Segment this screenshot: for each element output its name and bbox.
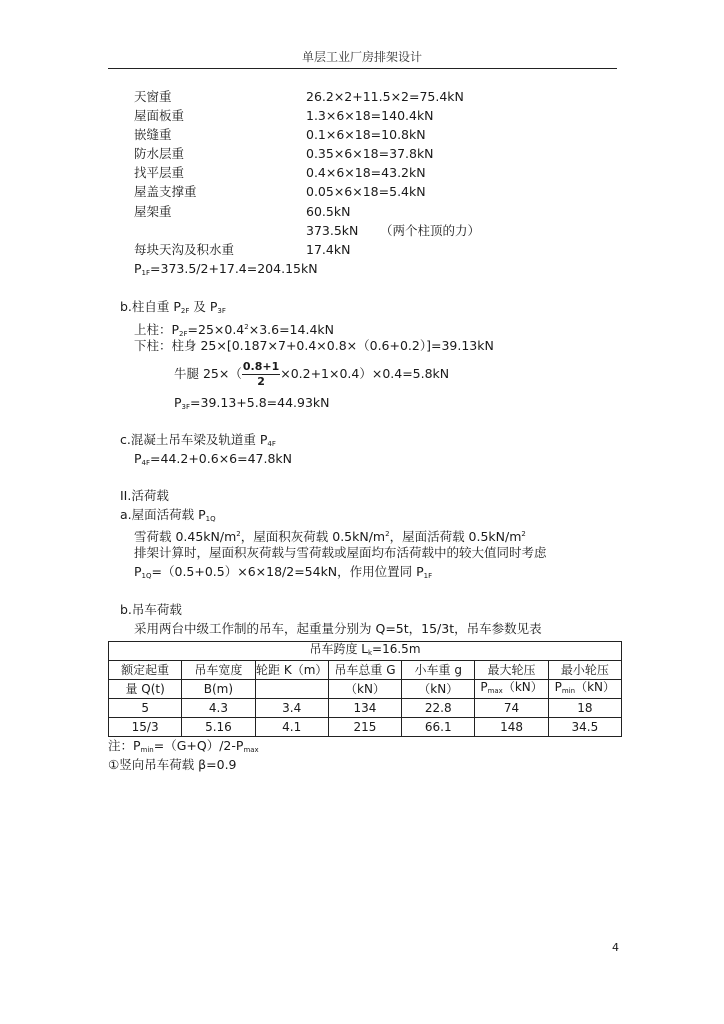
corbel-formula: 牛腿 25×（ $\frac{0.8+1}{2}$ ×0.2+1×0.4）×0.4=5.8kN bbox=[174, 359, 450, 388]
table-cell: 18 bbox=[548, 699, 621, 718]
crane-load-heading: b.吊车荷载 bbox=[120, 602, 182, 617]
load-label-bracing: 屋盖支撑重 bbox=[134, 184, 197, 199]
corbel-fraction: $\frac{0.8+1}{2}$ bbox=[242, 359, 280, 388]
load-value-leveling: 0.4×6×18=43.2kN bbox=[306, 165, 426, 180]
load-label-leveling: 找平层重 bbox=[134, 165, 185, 180]
header-cell: 吊车宽度 bbox=[182, 661, 255, 680]
header-cell bbox=[255, 680, 328, 699]
load-label-waterproof: 防水层重 bbox=[134, 146, 185, 161]
header-cell: 吊车总重 G bbox=[328, 661, 401, 680]
gutter-value: 17.4kN bbox=[306, 242, 351, 257]
table-row bbox=[109, 718, 622, 737]
crane-beam-heading: c.混凝土吊车梁及轨道重 $P_{4F}$ bbox=[120, 432, 276, 448]
table-cell: 4.1 bbox=[255, 718, 328, 737]
p1q-formula: $P_{1Q}=(0.5+0.5)\times 6\times 18/2=54kN$，作用位置同 $P_{1F}$ bbox=[134, 564, 433, 580]
table-cell: 5 bbox=[109, 699, 182, 718]
load-value-truss: 60.5kN bbox=[306, 204, 351, 219]
table-caption-row bbox=[109, 642, 622, 661]
header-cell: 最小轮压 bbox=[548, 661, 621, 680]
table-footnote: 注：$P_{min}=(G+Q)/2-P_{max}$ bbox=[108, 738, 259, 754]
header-cell-pmin: $P_{min}(kN)$ bbox=[548, 680, 621, 699]
header-cell: B(m) bbox=[182, 680, 255, 699]
table-header-row bbox=[109, 661, 622, 680]
table-cell: 66.1 bbox=[402, 718, 475, 737]
header-cell: 小车重 g bbox=[402, 661, 475, 680]
table-cell: 34.5 bbox=[548, 718, 621, 737]
table-row bbox=[109, 699, 622, 718]
load-label-joint: 嵌缝重 bbox=[134, 127, 172, 142]
header-cell: 最大轮压 bbox=[475, 661, 548, 680]
load-label-skylight: 天窗重 bbox=[134, 89, 172, 104]
vertical-crane-load: ①竖向吊车荷载 β=0.9 bbox=[108, 757, 237, 772]
gutter-label: 每块天沟及积水重 bbox=[134, 242, 235, 257]
p1f-formula: $P_{1F}=373.5/2+17.4=204.15kN$ bbox=[134, 261, 318, 277]
load-value-joint: 0.1×6×18=10.8kN bbox=[306, 127, 426, 142]
table-cell: 134 bbox=[328, 699, 401, 718]
load-value-roof-panel: 1.3×6×18=140.4kN bbox=[306, 108, 434, 123]
roof-live-load-values: 雪荷载 $0.45kN/m^2$，屋面积灰荷载 $0.5kN/m^2$，屋面活荷载 $0.5kN/m^2$ bbox=[134, 529, 526, 544]
header-divider bbox=[108, 68, 617, 69]
header-cell-pmax: $P_{max}(kN)$ bbox=[475, 680, 548, 699]
load-label-truss: 屋架重 bbox=[134, 204, 172, 219]
roof-live-load-note: 排架计算时，屋面积灰荷载与雪荷载或屋面均布活荷载中的较大值同时考虑 bbox=[134, 545, 547, 560]
crane-span-caption: 吊车跨度 $L_k=16.5m$ bbox=[109, 642, 622, 661]
table-cell: 3.4 bbox=[255, 699, 328, 718]
load-value-skylight: 26.2×2+11.5×2=75.4kN bbox=[306, 89, 464, 104]
table-cell: 5.16 bbox=[182, 718, 255, 737]
load-value-bracing: 0.05×6×18=5.4kN bbox=[306, 184, 426, 199]
table-cell: 74 bbox=[475, 699, 548, 718]
crane-intro: 采用两台中级工作制的吊车，起重量分别为 Q=5t，15/3t，吊车参数见表 bbox=[134, 621, 542, 636]
header-cell: （kN） bbox=[328, 680, 401, 699]
roof-total-note: （两个柱顶的力） bbox=[380, 223, 481, 238]
page-header-title: 单层工业厂房排架设计 bbox=[301, 50, 422, 64]
load-value-waterproof: 0.35×6×18=37.8kN bbox=[306, 146, 434, 161]
load-label-roof-panel: 屋面板重 bbox=[134, 108, 185, 123]
table-header-row bbox=[109, 680, 622, 699]
roof-total-value: 373.5kN bbox=[306, 223, 359, 238]
column-weight-heading: b.柱自重 $P_{2F}$ 及 $P_{3F}$ bbox=[120, 299, 226, 315]
live-load-heading: II.活荷载 bbox=[120, 488, 169, 503]
roof-live-load-heading: a.屋面活荷载 $P_{1Q}$ bbox=[120, 507, 216, 523]
header-cell: （kN） bbox=[402, 680, 475, 699]
p3f-formula: $P_{3F}=39.13+5.8=44.93kN$ bbox=[174, 395, 330, 411]
header-cell: 轮距 K（m） bbox=[255, 661, 328, 680]
p4f-formula: $P_{4F}=44.2+0.6\times 6=47.8kN$ bbox=[134, 451, 293, 467]
lower-column-formula: 下柱：柱身 25×[0.187×7+0.4×0.8×（0.6+0.2）]=39.13kN bbox=[134, 338, 494, 353]
table-cell: 215 bbox=[328, 718, 401, 737]
table-cell: 4.3 bbox=[182, 699, 255, 718]
header-cell: 量 Q(t) bbox=[109, 680, 182, 699]
table-cell: 15/3 bbox=[109, 718, 182, 737]
table-cell: 148 bbox=[475, 718, 548, 737]
table-cell: 22.8 bbox=[402, 699, 475, 718]
crane-parameter-table bbox=[108, 641, 622, 737]
upper-column-formula: 上柱：$P_{2F}=25\times 0.4^2\times 3.6=14.4kN$ bbox=[134, 322, 334, 338]
header-cell: 额定起重 bbox=[109, 661, 182, 680]
page-number: 4 bbox=[612, 941, 619, 954]
